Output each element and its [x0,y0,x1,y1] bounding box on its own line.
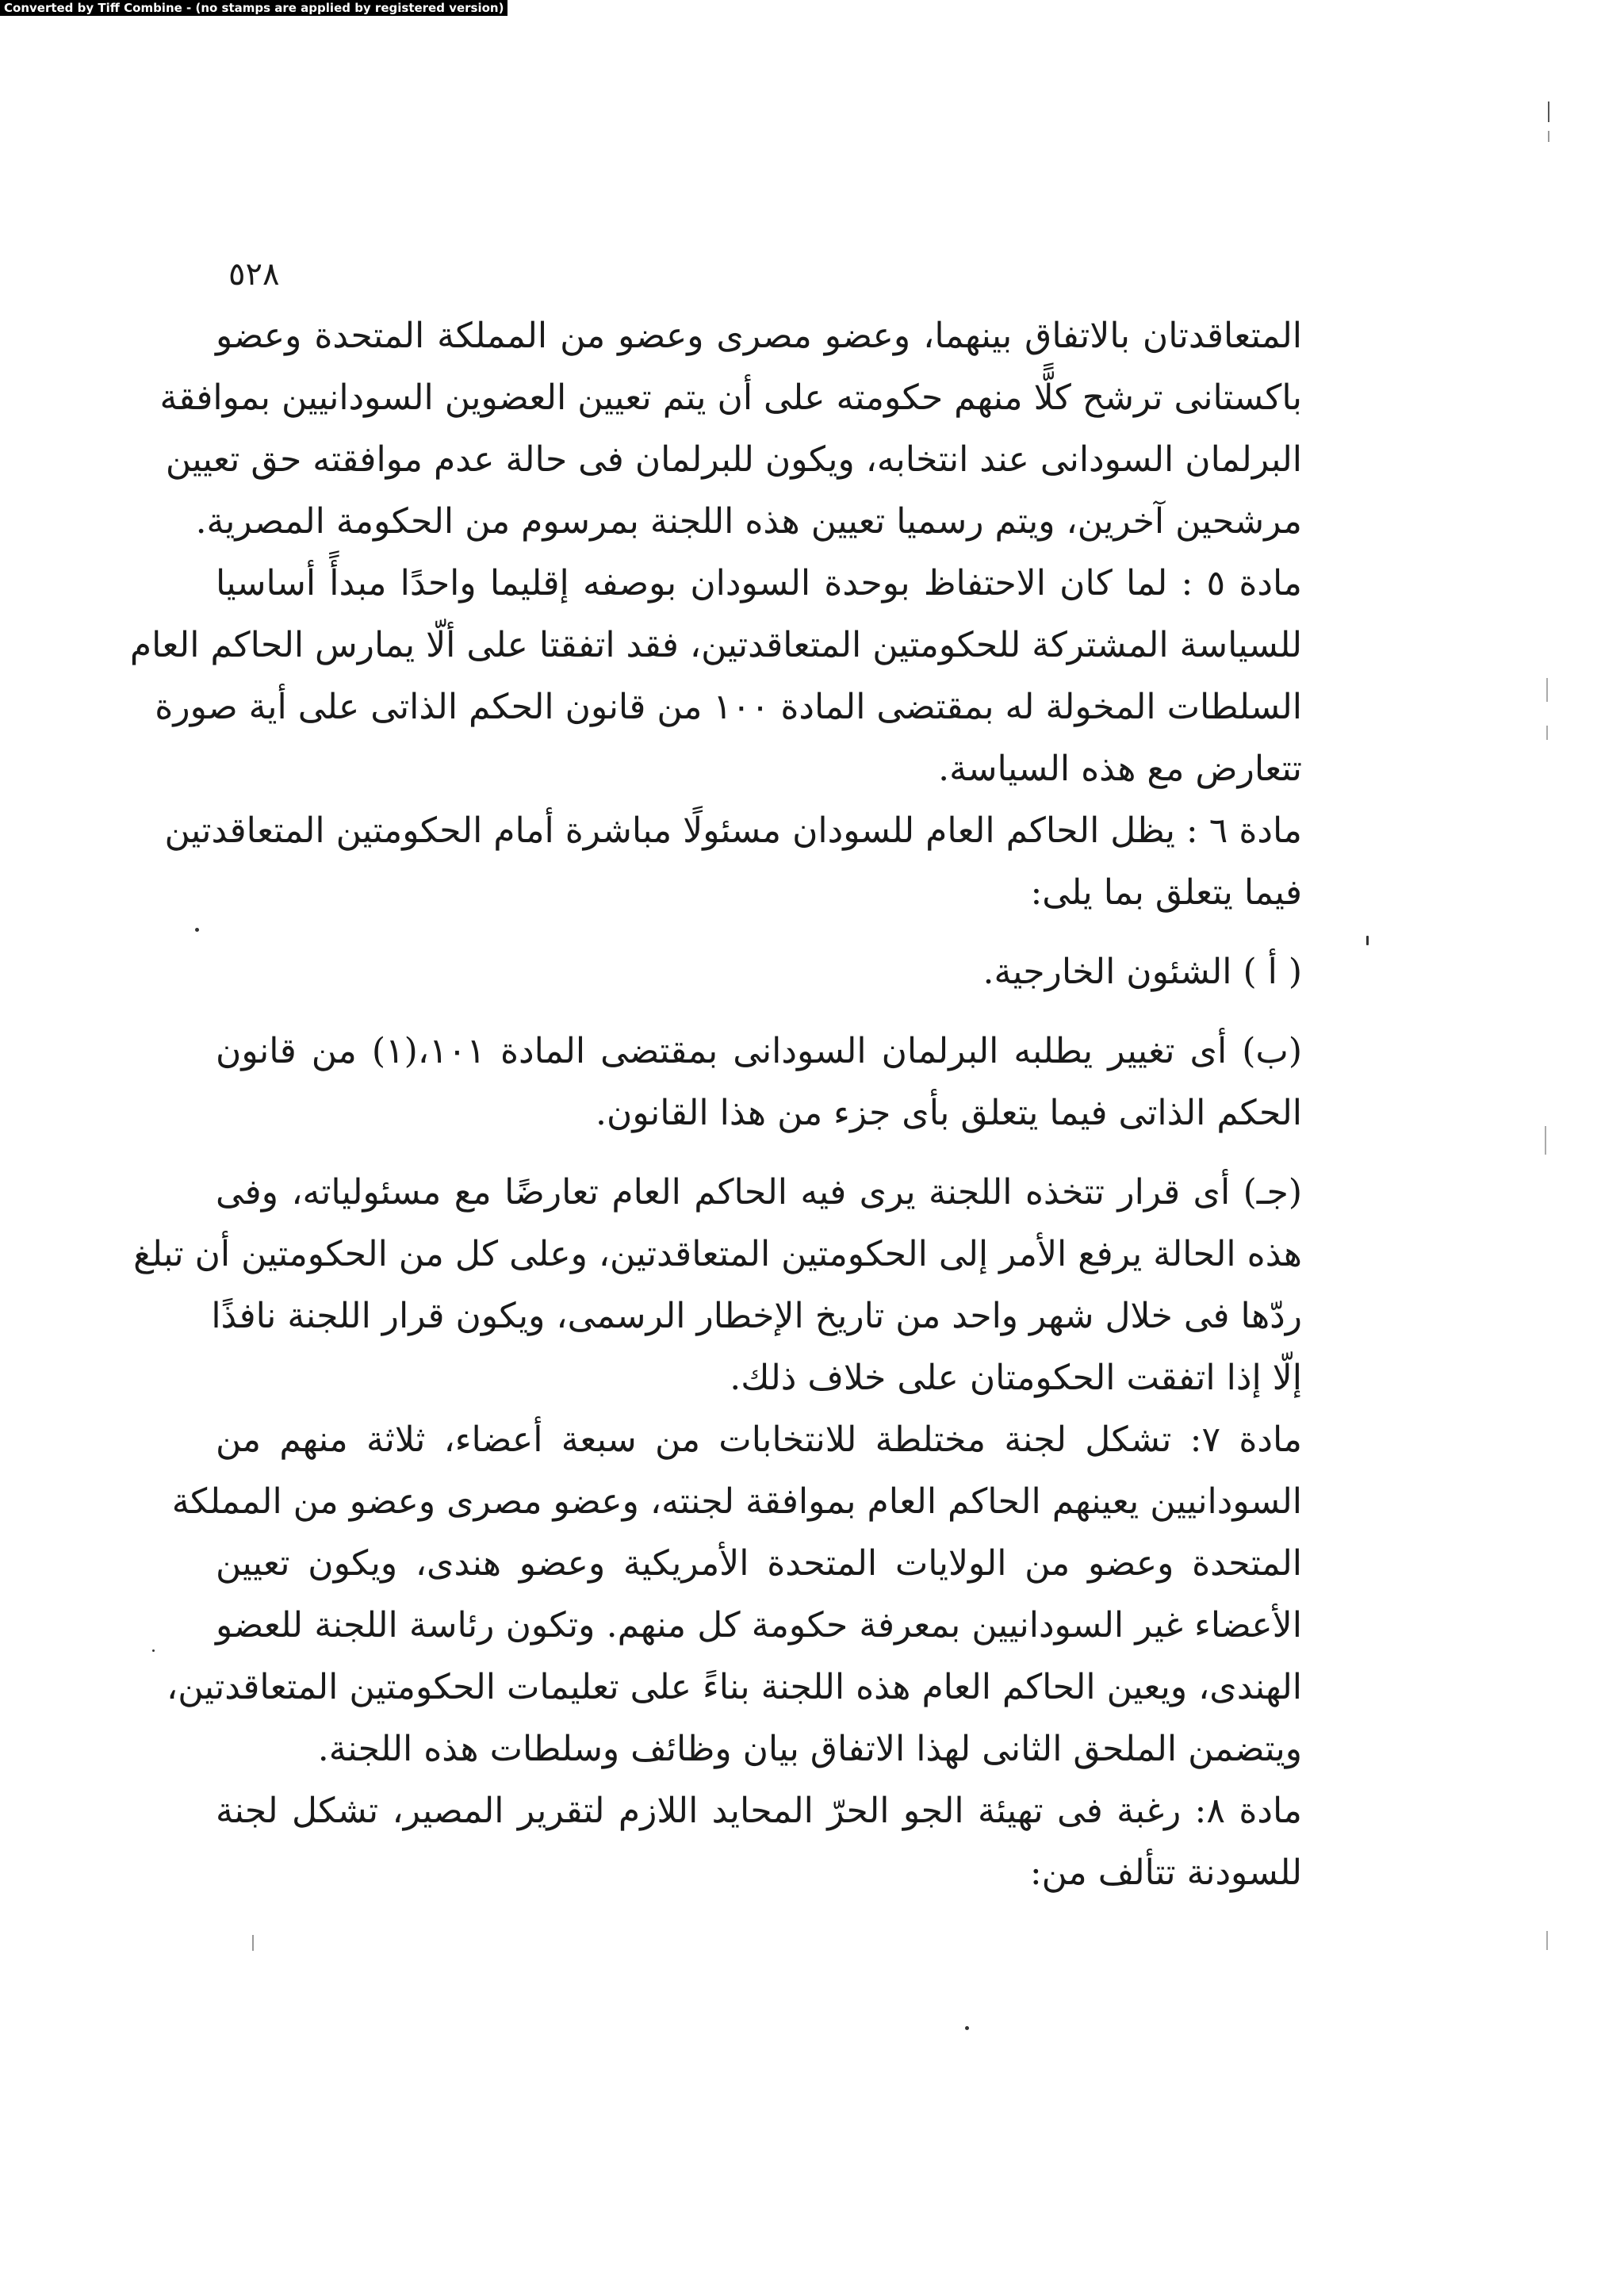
text-line: البرلمان السودانى عند انتخابه، ويكون للبرلمان فى حالة عدم موافقته حق تعيين [165,439,1302,480]
article-5-line: مادة ٥ : لما كان الاحتفاظ بوحدة السودان بوصفه إقليما واحدًا مبدأً أساسيا [216,563,1302,603]
page-number: ٥٢٨ [228,256,280,293]
text-line: ويتضمن الملحق الثانى لهذا الاتفاق بيان وظائف وسلطات هذه اللجنة. [317,1729,1302,1769]
text-line: هذه الحالة يرفع الأمر إلى الحكومتين المتعاقدتين، وعلى كل من الحكومتين أن تبلغ [133,1234,1302,1274]
item-a-line: ( أ ) الشئون الخارجية. [982,952,1302,992]
text-line: إلّا إذا اتفقت الحكومتان على خلاف ذلك. [730,1358,1302,1398]
article-8-line: مادة ٨: رغبة فى تهيئة الجو الحرّ المحايد اللازم لتقرير المصير، تشكل لجنة [216,1791,1302,1831]
article-6-line: مادة ٦ : يظل الحاكم العام للسودان مسئولًا مباشرة أمام الحكومتين المتعاقدتين [164,810,1302,851]
scan-margin-mark [1548,102,1549,122]
text-line: للسياسة المشتركة للحكومتين المتعاقدتين، فقد اتفقتا على ألّا يمارس الحاكم العام [129,625,1302,665]
text-line: باكستانى ترشح كلًّا منهم حكومته على أن يتم تعيين العضوين السودانيين بموافقة [159,377,1302,418]
text-line: ردّها فى خلال شهر واحد من تاريخ الإخطار الرسمى، ويكون قرار اللجنة نافذًا [211,1296,1302,1336]
scan-speck [965,2026,969,2030]
document-body [129,305,1302,1904]
text-line: فيما يتعلق بما يلى: [1030,872,1302,913]
scan-speck [152,1649,155,1652]
text-line: المتحدة وعضو من الولايات المتحدة الأمريكية وعضو هندى، ويكون تعيين [216,1543,1302,1584]
item-c-line: (جـ) أى قرار تتخذه اللجنة يرى فيه الحاكم العام تعارضًا مع مسئولياته، وفى [216,1172,1302,1213]
scan-speck [195,928,199,932]
scan-margin-mark [1546,726,1548,740]
text-line: السودانيين يعينهم الحاكم العام بموافقة لجنته، وعضو مصرى وعضو من المملكة [171,1481,1302,1522]
converter-banner: Converted by Tiff Combine - (no stamps are applied by registered version) [0,0,508,16]
text-line: مرشحين آخرين، ويتم رسميا تعيين هذه اللجنة بمرسوم من الحكومة المصرية. [195,501,1302,542]
scan-margin-mark [252,1935,254,1951]
item-b-line: (ب) أى تغيير يطلبه البرلمان السودانى بمقتضى المادة ١٠١،(١) من قانون [216,1031,1302,1071]
text-line: الأعضاء غير السودانيين بمعرفة حكومة كل منهم. وتكون رئاسة اللجنة للعضو [216,1605,1302,1645]
text-line: الحكم الذاتى فيما يتعلق بأى جزء من هذا القانون. [596,1093,1302,1133]
text-line: للسودنة تتألف من: [1029,1852,1302,1893]
article-7-line: مادة ٧: تشكل لجنة مختلطة للانتخابات من سبعة أعضاء، ثلاثة منهم من [216,1419,1302,1460]
scan-margin-mark [1546,1931,1548,1950]
text-line: تتعارض مع هذه السياسة. [938,749,1302,789]
scan-margin-mark [1545,1126,1546,1155]
text-line: المتعاقدتان بالاتفاق بينهما، وعضو مصرى وعضو من المملكة المتحدة وعضو [216,316,1302,356]
text-line: السلطات المخولة له بمقتضى المادة ١٠٠ من قانون الحكم الذاتى على أية صورة [155,687,1302,727]
scan-margin-mark [1546,678,1548,702]
scan-margin-mark [1548,131,1549,142]
scan-speck [1366,936,1369,945]
text-line: الهندى، ويعين الحاكم العام هذه اللجنة بناءً على تعليمات الحكومتين المتعاقدتين، [167,1667,1302,1707]
